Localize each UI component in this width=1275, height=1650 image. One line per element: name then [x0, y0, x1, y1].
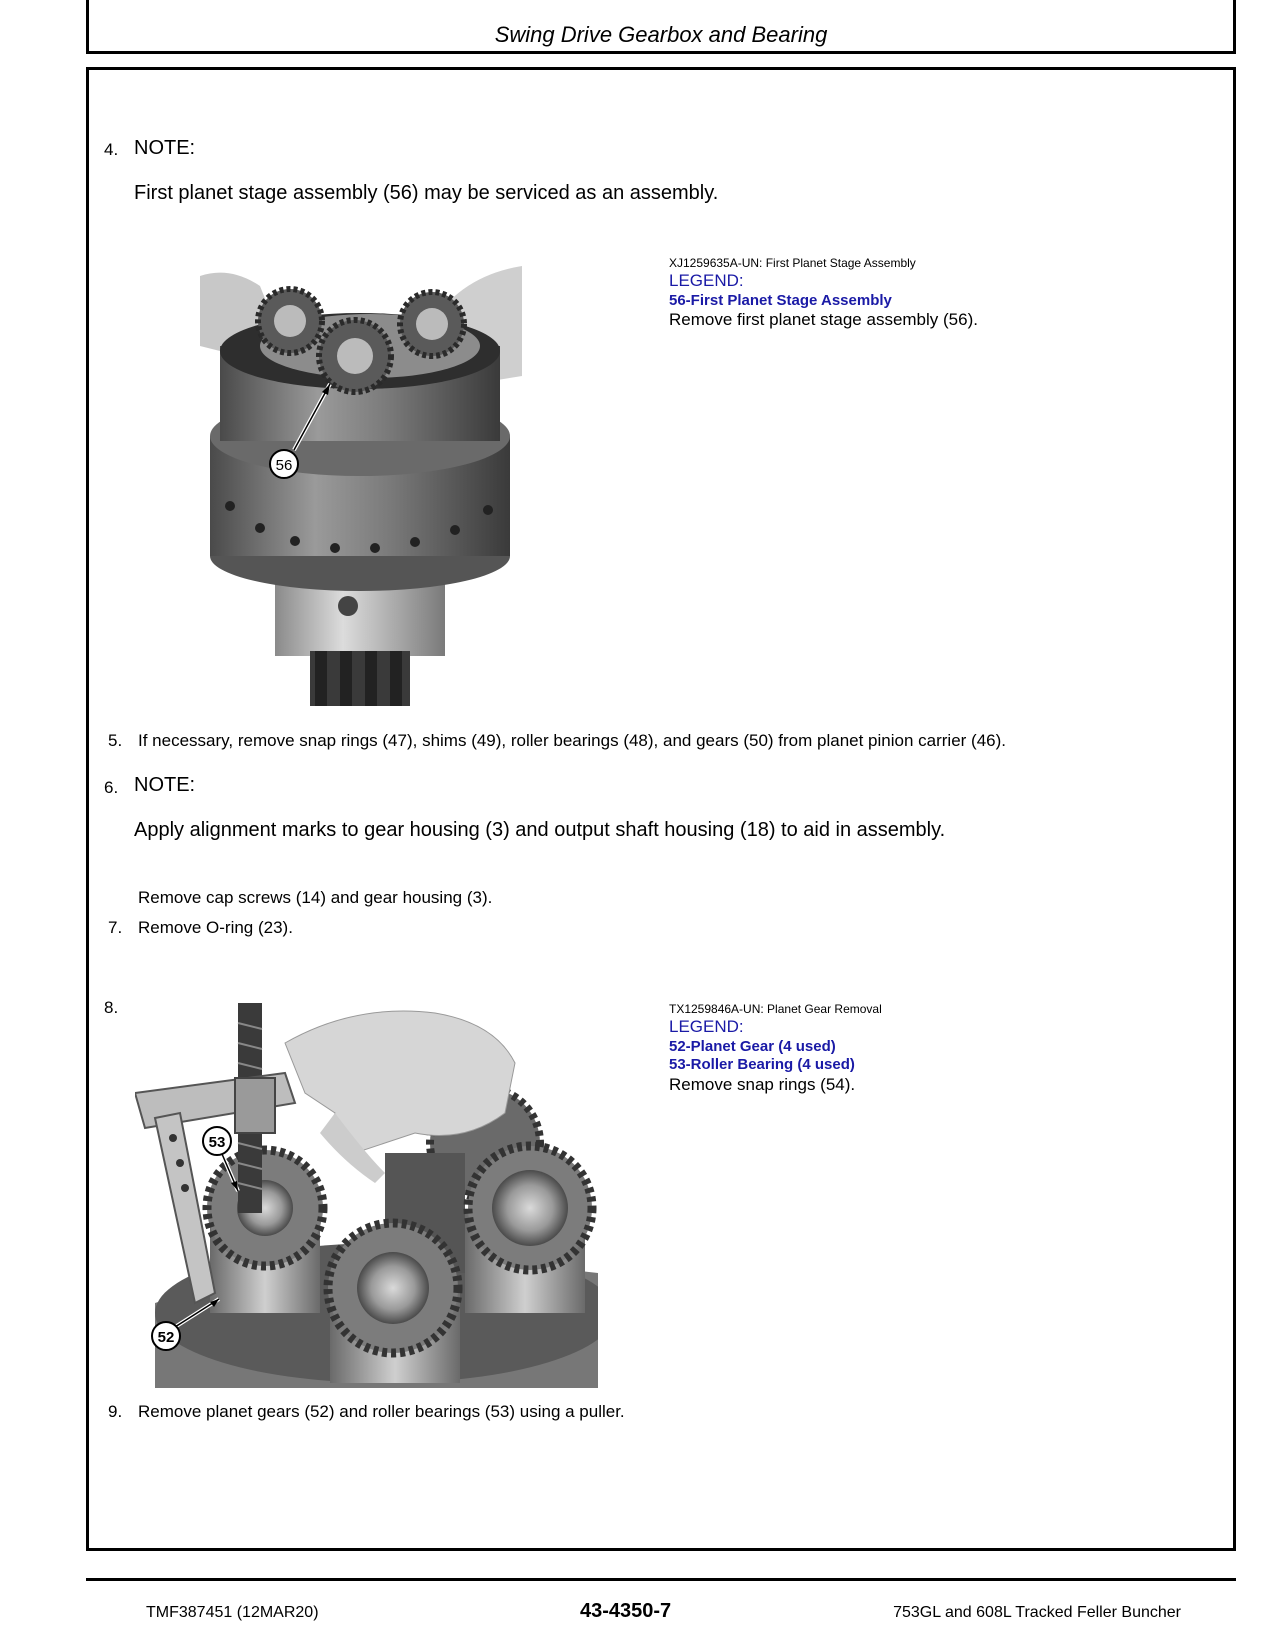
step-9-text: Remove planet gears (52) and roller bearings (53) using a puller.	[138, 1402, 625, 1421]
figure-1-legend-item: 56-First Planet Stage Assembly	[669, 292, 892, 309]
figure-1-caption: Remove first planet stage assembly (56).	[669, 310, 978, 329]
step-6-number: 6.	[104, 778, 119, 797]
footer-machine: 753GL and 608L Tracked Feller Buncher	[893, 1604, 1181, 1621]
step-7-text: Remove O-ring (23).	[138, 918, 293, 937]
figure-2-caption: Remove snap rings (54).	[669, 1075, 856, 1094]
step-4-note-heading: NOTE:	[134, 137, 196, 159]
section-title: Swing Drive Gearbox and Bearing	[494, 22, 828, 47]
step-6-note-text: Apply alignment marks to gear housing (3) and output shaft housing (18) to aid in assembly.	[134, 819, 946, 841]
footer-divider	[86, 1578, 1236, 1581]
figure-1-id: XJ1259635A-UN: First Planet Stage Assembly	[669, 256, 916, 270]
step-5-text: If necessary, remove snap rings (47), shims (49), roller bearings (48), and gears (50) from planet pinion carrier (46).	[138, 731, 1006, 750]
planet-gear-removal-photo	[135, 1003, 598, 1388]
step-6-text: Remove cap screws (14) and gear housing (3).	[138, 888, 493, 907]
figure-2-legend-title: LEGEND:	[669, 1017, 744, 1036]
figure-2-legend-item-1: 52-Planet Gear (4 used)	[669, 1038, 836, 1055]
figure-2-id: TX1259846A-UN: Planet Gear Removal	[669, 1002, 882, 1016]
step-4-number: 4.	[104, 140, 119, 159]
step-7-number: 7.	[108, 918, 123, 937]
page-header	[86, 0, 1236, 54]
planet-gear-removal-figure	[135, 1003, 598, 1388]
footer-doc-id: TMF387451 (12MAR20)	[146, 1604, 319, 1621]
callout-56: 56	[275, 457, 293, 474]
step-5-number: 5.	[108, 731, 123, 750]
footer-page-number: 43-4350-7	[580, 1600, 672, 1622]
figure-1-legend-title: LEGEND:	[669, 271, 744, 290]
first-planet-stage-figure	[200, 266, 522, 712]
step-4-note-text: First planet stage assembly (56) may be serviced as an assembly.	[134, 182, 719, 204]
first-planet-stage-photo	[200, 266, 522, 712]
callout-53: 53	[208, 1134, 226, 1151]
callout-52: 52	[157, 1329, 175, 1346]
figure-2-legend-item-2: 53-Roller Bearing (4 used)	[669, 1056, 855, 1073]
step-8-number: 8.	[104, 998, 119, 1017]
step-6-note-heading: NOTE:	[134, 774, 196, 796]
step-9-number: 9.	[108, 1402, 123, 1421]
